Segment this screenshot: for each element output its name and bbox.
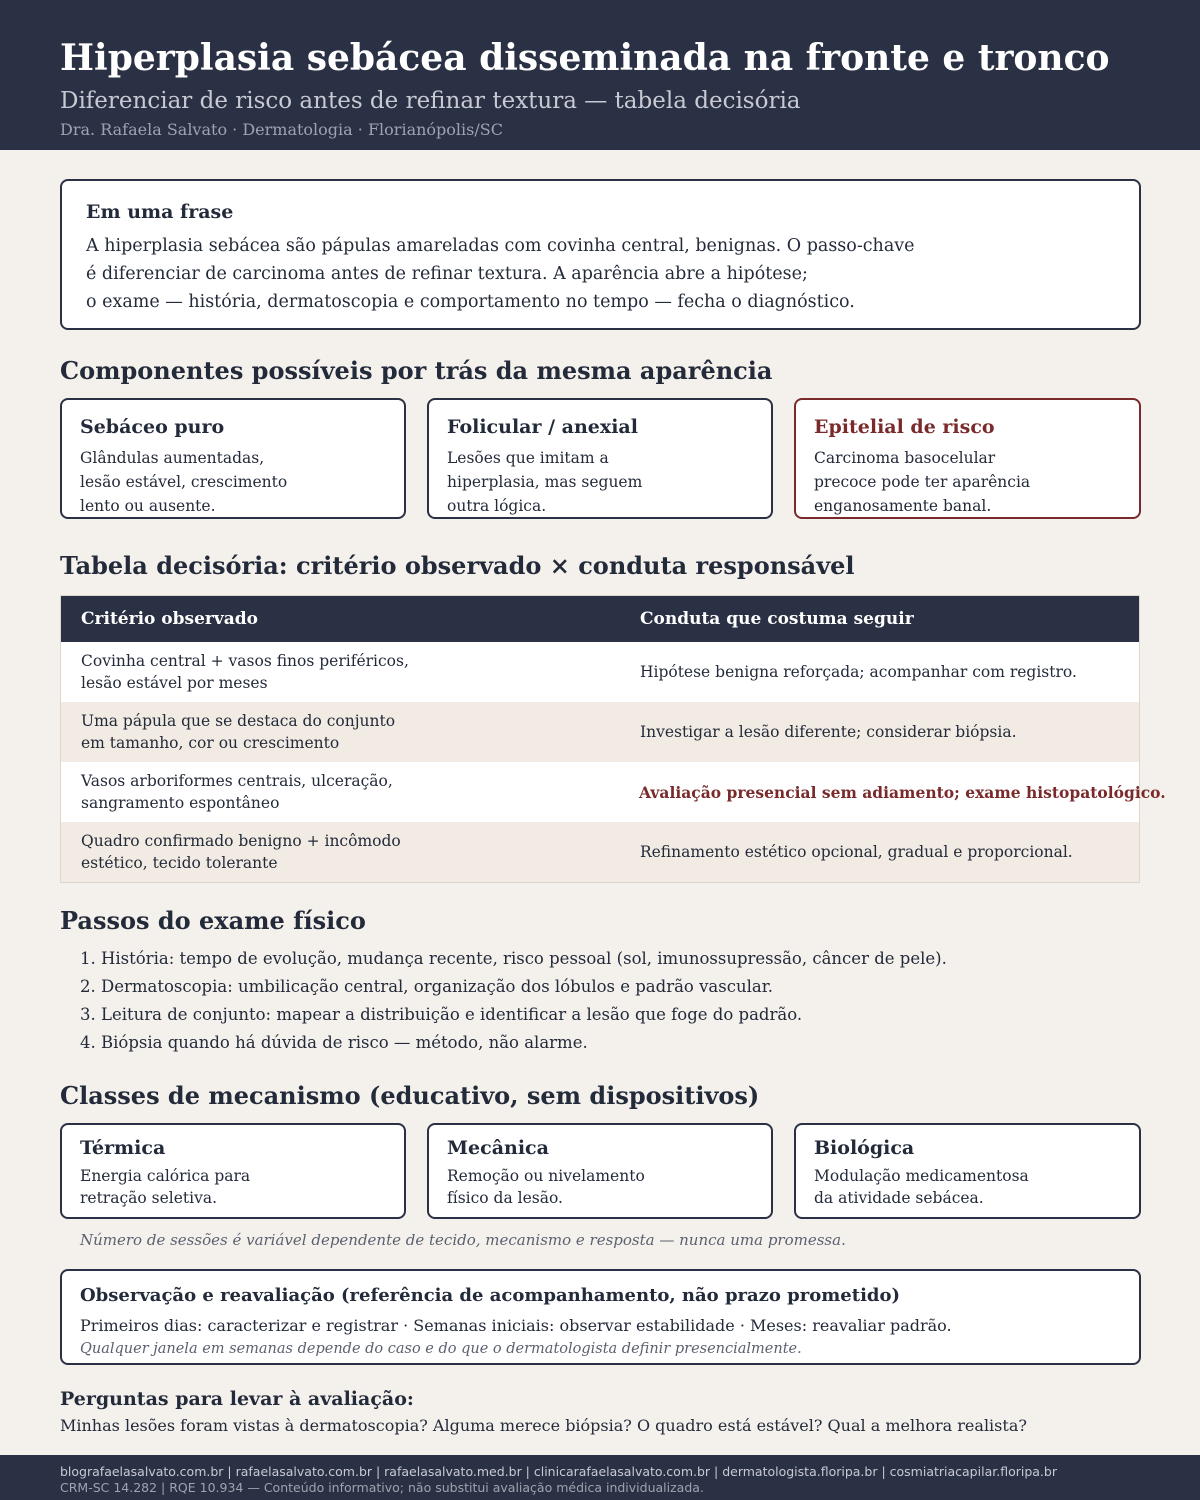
summary-line: o exame — história, dermatoscopia e comportamento no tempo — fecha o diagnóstico.	[86, 292, 855, 312]
component-card-text: hiperplasia, mas seguem	[447, 473, 643, 491]
table-cell-criterion	[61, 710, 620, 754]
criterion-line: Quadro confirmado benigno + incômodo	[81, 832, 401, 850]
summary-box	[60, 179, 1141, 330]
questions-title: Perguntas para levar à avaliação:	[60, 1388, 414, 1410]
page-title: Hiperplasia sebácea disseminada na fronte e tronco	[60, 37, 1110, 79]
followup-note: Qualquer janela em semanas depende do caso e do que o dermatologista definir presencialmente.	[80, 1341, 802, 1357]
mechanism-card-text: Modulação medicamentosa	[814, 1167, 1029, 1185]
mechanism-card-termica	[60, 1123, 406, 1219]
page-subtitle: Diferenciar de risco antes de refinar textura — tabela decisória	[60, 88, 801, 114]
exam-step: 1. História: tempo de evolução, mudança recente, risco pessoal (sol, imunossupressão, câncer de pele).	[80, 949, 947, 968]
exam-section-title: Passos do exame físico	[60, 906, 366, 935]
table-row	[61, 822, 1139, 882]
component-card-text: lesão estável, crescimento	[80, 473, 288, 491]
page-header	[0, 0, 1200, 150]
summary-title: Em uma frase	[86, 201, 234, 223]
exam-steps-list	[80, 945, 947, 1057]
table-cell-criterion	[61, 830, 620, 874]
component-card-text: Lesões que imitam a	[447, 449, 609, 467]
component-card-title: Sebáceo puro	[80, 416, 225, 438]
component-card-epitelial-risco	[794, 398, 1141, 519]
component-card-title: Epitelial de risco	[814, 416, 995, 438]
footer-credentials: CRM-SC 14.282 | RQE 10.934 — Conteúdo informativo; não substitui avaliação médica individualizada.	[60, 1480, 704, 1495]
component-card-sebaceo	[60, 398, 406, 519]
table-row	[61, 762, 1166, 822]
mechanisms-note: Número de sessões é variável dependente de tecido, mecanismo e resposta — nunca uma promessa.	[80, 1231, 846, 1249]
exam-step: 2. Dermatoscopia: umbilicação central, organização dos lóbulos e padrão vascular.	[80, 977, 774, 996]
mechanism-card-text: físico da lesão.	[447, 1189, 563, 1207]
mechanism-card-text: retração seletiva.	[80, 1189, 218, 1207]
author-line: Dra. Rafaela Salvato · Dermatologia · Florianópolis/SC	[60, 120, 503, 139]
component-card-text: outra lógica.	[447, 497, 547, 515]
component-card-text: Glândulas aumentadas,	[80, 449, 265, 467]
table-cell-criterion	[61, 770, 619, 814]
mechanism-card-text: Energia calórica para	[80, 1167, 251, 1185]
questions-text: Minhas lesões foram vistas à dermatoscopia? Alguma merece biópsia? O quadro está estável? Qual a melhora realista?	[60, 1416, 1027, 1435]
summary-line: é diferenciar de carcinoma antes de refinar textura. A aparência abre a hipótese;	[86, 264, 808, 284]
criterion-line: estético, tecido tolerante	[81, 854, 278, 872]
mechanism-card-title: Térmica	[80, 1137, 166, 1159]
mechanism-card-title: Biológica	[814, 1137, 915, 1159]
criterion-line: lesão estável por meses	[81, 674, 268, 692]
page-footer	[0, 1455, 1200, 1500]
criterion-line: Uma pápula que se destaca do conjunto	[81, 712, 396, 730]
table-row	[61, 702, 1139, 762]
table-header-row	[61, 596, 1139, 642]
table-cell-criterion	[61, 650, 620, 694]
components-section-title: Componentes possíveis por trás da mesma aparência	[60, 356, 773, 385]
table-cell-action: Refinamento estético opcional, gradual e proporcional.	[639, 843, 1073, 861]
criterion-line: Vasos arboriformes centrais, ulceração,	[81, 772, 393, 790]
mechanism-card-text: Remoção ou nivelamento	[447, 1167, 645, 1185]
mechanism-card-biologica	[794, 1123, 1141, 1219]
table-cell-action: Investigar a lesão diferente; considerar biópsia.	[639, 723, 1017, 741]
table-header-action: Conduta que costuma seguir	[639, 609, 914, 629]
component-card-text: Carcinoma basocelular	[814, 449, 996, 467]
table-row	[61, 642, 1139, 702]
footer-links: blografaelasalvato.com.br | rafaelasalvato.com.br | rafaelasalvato.med.br | clinicarafaelasalvato.com.br | dermatologista.floripa.br | cosmiatriacapilar.floripa.br	[60, 1464, 1057, 1479]
criterion-line: sangramento espontâneo	[81, 794, 280, 812]
exam-step: 3. Leitura de conjunto: mapear a distribuição e identificar a lesão que foge do padrão.	[80, 1005, 803, 1024]
mechanism-card-title: Mecânica	[447, 1137, 549, 1159]
followup-title: Observação e reavaliação (referência de acompanhamento, não prazo prometido)	[80, 1285, 901, 1306]
component-card-text: enganosamente banal.	[814, 497, 992, 515]
table-cell-action: Hipótese benigna reforçada; acompanhar com registro.	[639, 663, 1077, 681]
component-card-text: precoce pode ter aparência	[814, 473, 1031, 491]
summary-line: A hiperplasia sebácea são pápulas amareladas com covinha central, benignas. O passo-chave	[86, 236, 915, 256]
decision-table-title: Tabela decisória: critério observado × conduta responsável	[60, 551, 855, 580]
followup-box	[60, 1269, 1141, 1365]
component-card-folicular	[427, 398, 773, 519]
component-card-title: Folicular / anexial	[447, 416, 638, 438]
mechanism-card-mecanica	[427, 1123, 773, 1219]
mechanisms-section-title: Classes de mecanismo (educativo, sem dispositivos)	[60, 1081, 760, 1110]
table-header-criterion: Critério observado	[81, 609, 258, 629]
decision-table	[60, 595, 1166, 883]
followup-text: Primeiros dias: caracterizar e registrar · Semanas iniciais: observar estabilidade · Meses: reavaliar padrão.	[80, 1316, 952, 1335]
criterion-line: Covinha central + vasos finos periféricos,	[81, 652, 409, 670]
mechanism-card-text: da atividade sebácea.	[814, 1189, 984, 1207]
table-cell-action-alert: Avaliação presencial sem adiamento; exame histopatológico.	[639, 782, 1166, 802]
exam-step: 4. Biópsia quando há dúvida de risco — método, não alarme.	[80, 1033, 588, 1052]
component-card-text: lento ou ausente.	[80, 497, 216, 515]
criterion-line: em tamanho, cor ou crescimento	[81, 734, 340, 752]
